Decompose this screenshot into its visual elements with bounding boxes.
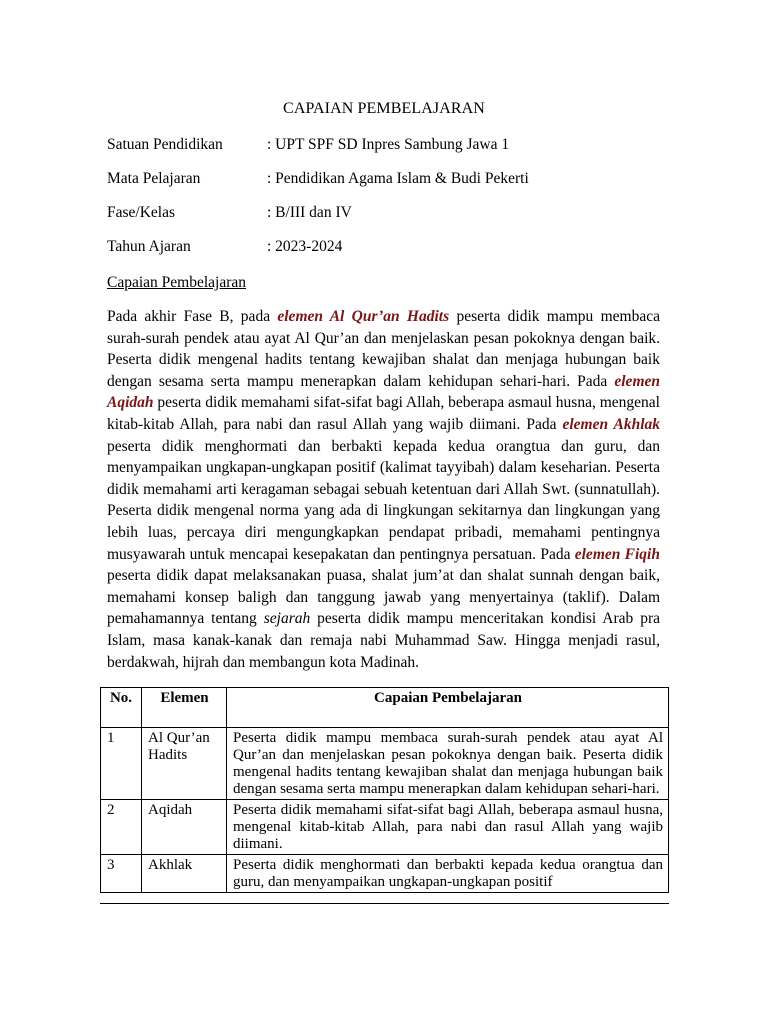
header-no: No. xyxy=(101,688,142,728)
cell-elemen: Akhlak xyxy=(142,855,227,893)
emphasis-sejarah: sejarah xyxy=(263,610,311,628)
capaian-table xyxy=(100,687,669,893)
cell-capaian: Peserta didik menghormati dan berbakti kepada kedua orangtua dan guru, dan menyampaikan ungkapan-ungkapan positif xyxy=(227,855,669,893)
emphasis-elemen-akhlak: elemen Akhlak xyxy=(562,415,661,433)
cell-capaian: Peserta didik memahami sifat-sifat bagi Allah, beberapa asmaul husna, mengenal kitab-kitab Allah, para nabi dan rasul Allah yang wajib diimani. xyxy=(227,800,669,855)
section-heading: Capaian Pembelajaran xyxy=(107,274,247,291)
emphasis-elemen-al-quran-hadits: elemen Al Qur’an Hadits xyxy=(277,308,450,325)
table-row xyxy=(101,855,669,893)
paragraph-text: peserta didik memahami sifat-sifat bagi Allah, beberapa asmaul husna, mengenal kitab-kitab Allah, para nabi dan rasul Allah yang wajib diimani. Pada xyxy=(107,394,660,433)
emphasis-elemen-fiqih: elemen Fiqih xyxy=(574,545,660,563)
header-capaian: Capaian Pembelajaran xyxy=(227,688,669,728)
cell-no: 1 xyxy=(101,728,142,800)
meta-value: : Pendidikan Agama Islam & Budi Pekerti xyxy=(267,170,529,187)
cell-no: 3 xyxy=(101,855,142,893)
table-bottom-border xyxy=(100,903,669,904)
cell-elemen: Aqidah xyxy=(142,800,227,855)
meta-value: : UPT SPF SD Inpres Sambung Jawa 1 xyxy=(267,136,510,153)
meta-label: Mata Pelajaran xyxy=(107,170,201,187)
paragraph-text: peserta didik mampu membaca surah-surah pendek atau ayat Al Qur’an dan menjelaskan pesan pokoknya dengan baik. Peserta didik mengenal hadits tentang kewajiban shalat dan menjaga hubungan baik dengan sesama serta mampu menerapkan dalam kehidupan sehari-hari. Pada xyxy=(107,308,660,390)
emphasis-elemen-aqidah: elemen Aqidah xyxy=(107,372,660,412)
meta-label: Fase/Kelas xyxy=(107,204,176,221)
cell-no: 2 xyxy=(101,800,142,855)
paragraph-text: peserta didik dapat melaksanakan puasa, shalat jum’at dan shalat sunnah dengan baik, memahami konsep baligh dan tanggung jawab yang menyertainya (taklif). Dalam pemahamannya tentang xyxy=(107,567,660,628)
table-header-row xyxy=(101,688,669,728)
meta-value: : B/III dan IV xyxy=(267,204,352,221)
cell-capaian: Peserta didik mampu membaca surah-surah pendek atau ayat Al Qur’an dan menjelaskan pesan pokoknya dengan baik. Peserta didik mengenal hadits tentang kewajiban shalat dan menjaga hubungan baik dengan sesama serta mampu menerapkan dalam kehidupan sehari-hari. xyxy=(227,728,669,800)
meta-value: : 2023-2024 xyxy=(267,238,343,255)
paragraph-text: Pada akhir Fase B, pada xyxy=(107,308,278,325)
paragraph-text: peserta didik mampu menceritakan kondisi Arab pra Islam, masa kanak-kanak dan remaja nabi Muhammad Saw. Hingga menjadi rasul, berdakwah, hijrah dan membangun kota Madinah. xyxy=(107,610,660,671)
body-paragraph xyxy=(107,306,660,673)
header-elemen: Elemen xyxy=(142,688,227,728)
meta-label: Tahun Ajaran xyxy=(107,238,191,255)
table-row xyxy=(101,800,669,855)
cell-elemen: Al Qur’an Hadits xyxy=(142,728,227,800)
table-row xyxy=(101,728,669,800)
meta-label: Satuan Pendidikan xyxy=(107,136,223,153)
paragraph-text: peserta didik menghormati dan berbakti kepada kedua orangtua dan guru, dan menyampaikan ungkapan-ungkapan positif (kalimat tayyibah) dalam keseharian. Peserta didik memahami arti keragaman sebagai sebuah ketentuan dari Allah Swt. (sunnatullah). Peserta didik mengenal norma yang ada di lingkungan sekitarnya dan lingkungan yang lebih luas, percaya diri mengungkapkan pendapat pribadi, memahami pentingnya musyawarah untuk mencapai kesepakatan dan pentingnya persatuan. Pada xyxy=(107,437,660,563)
page-title: CAPAIAN PEMBELAJARAN xyxy=(283,100,485,117)
